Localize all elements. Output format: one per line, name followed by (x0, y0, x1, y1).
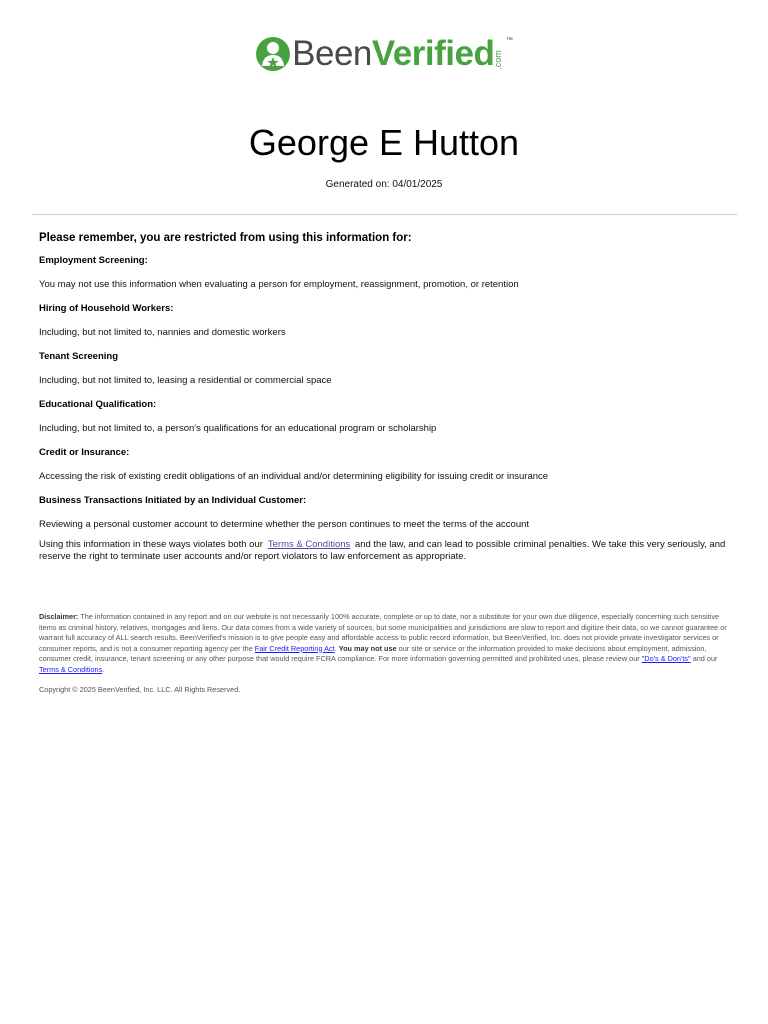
section-body: Including, but not limited to, leasing a residential or commercial space (39, 375, 332, 386)
disclaimer-text-2: our site or service or the information provided to make decisions about employment, admission, consumer credit, insurance, tenant screening or any other purpose that would require FCRA compliance. For more information governing permitted and prohibited uses, please review our (39, 643, 707, 663)
user-star-logo-icon (255, 36, 291, 72)
disclaimer-text-1: The information contained in any report and on our website is not necessarily 100% accurate, complete or up to date, nor a substitute for your own due diligence, especially concerning such sensitive items as criminal history, relatives, mortgages and liens. Our data comes from a wide variety of sources, but some municipalities and jurisdictions are slow to report and digitize their data, so we cannot guarantee or warrant full accuracy of ALL search results. BeenVerified's mission is to give people easy and affordable access to public record information, but BeenVerified, Inc. does not provide private investigator services or consumer reports, and is not a consumer reporting agency per the (39, 612, 727, 653)
logo-been-text: Been (292, 34, 372, 73)
section-body: Including, but not limited to, a person's qualifications for an educational program or scholarship (39, 423, 437, 434)
section-body: You may not use this information when evaluating a person for employment, reassignment, promotion, or retention (39, 279, 519, 290)
restrictions-section (39, 232, 739, 563)
section-body: Accessing the risk of existing credit obligations of an individual and/or determining eligibility for issuing credit or insurance (39, 471, 549, 482)
dos-donts-link[interactable]: "Do's & Don'ts" (641, 654, 691, 663)
restrictions-heading: Please remember, you are restricted from using this information for: (39, 232, 412, 244)
section-title: Hiring of Household Workers: (39, 303, 174, 314)
disclaimer-terms-link[interactable]: Terms & Conditions (39, 664, 103, 674)
section-body: Including, but not limited to, nannies and domestic workers (39, 327, 286, 338)
section-body: Reviewing a personal customer account to determine whether the person continues to meet the terms of the account (39, 519, 530, 530)
restrictions-closing-text (39, 539, 739, 563)
logo-wordmark (292, 34, 494, 74)
brand-logo (0, 34, 768, 74)
report-subject-name: George E Hutton (248, 122, 520, 163)
section-title: Educational Qualification: (39, 399, 157, 410)
header-divider (32, 214, 737, 215)
copyright-notice: Copyright © 2025 BeenVerified, Inc. LLC. All Rights Reserved. (39, 685, 241, 694)
section-title: Business Transactions Initiated by an Individual Customer: (39, 495, 307, 506)
logo-com-text: .com (493, 50, 504, 70)
terms-conditions-link[interactable]: Terms & Conditions (267, 539, 351, 550)
logo-verified-text: Verified (371, 34, 495, 73)
you-may-not-use-text: You may not use (338, 643, 397, 653)
disclaimer-block: Disclaimer: The information contained in any report and on our website is not necessarily 100% accurate, complete or up to date, nor a substitute for your own due diligence, especially concerning such sensitive items as criminal history, relatives, mortgages and liens. Our data comes from a wide variety of sources, but some municipalities and jurisdictions are slow to report and digitize their data, so we cannot guarantee or warrant full accuracy of ALL search results. BeenVerified's mission is to give people easy and affordable access to public record information, but BeenVerified, Inc. does not provide private investigator services or consumer reports, and is not a consumer reporting agency per the Fair Credit Reporting Act. You may not use our site or service or the information provided to make decisions about employment, admission, consumer credit, insurance, tenant screening or any other purpose that would require FCRA compliance. For more information governing permitted and prohibited uses, please review our "Do's & Don'ts" and our Terms & Conditions. (39, 612, 727, 674)
logo-tm-mark: ™ (505, 36, 513, 44)
disclaimer-end: . (102, 664, 105, 674)
section-title: Employment Screening: (39, 255, 148, 266)
closing-pre-text: Using this information in these ways violates both our (39, 539, 263, 550)
and-our-text: and our (692, 654, 718, 663)
fcra-link[interactable]: Fair Credit Reporting Act (254, 643, 335, 653)
disclaimer-label: Disclaimer: (39, 612, 79, 621)
section-title: Tenant Screening (39, 351, 119, 362)
closing-post-text: and the law, and can lead to possible criminal penalties. We take this very seriously, and reserve the right to terminate user accounts and/or report violators to law enforcement as appropriate. (39, 539, 726, 562)
section-title: Credit or Insurance: (39, 447, 130, 458)
generated-date: Generated on: 04/01/2025 (325, 179, 443, 190)
